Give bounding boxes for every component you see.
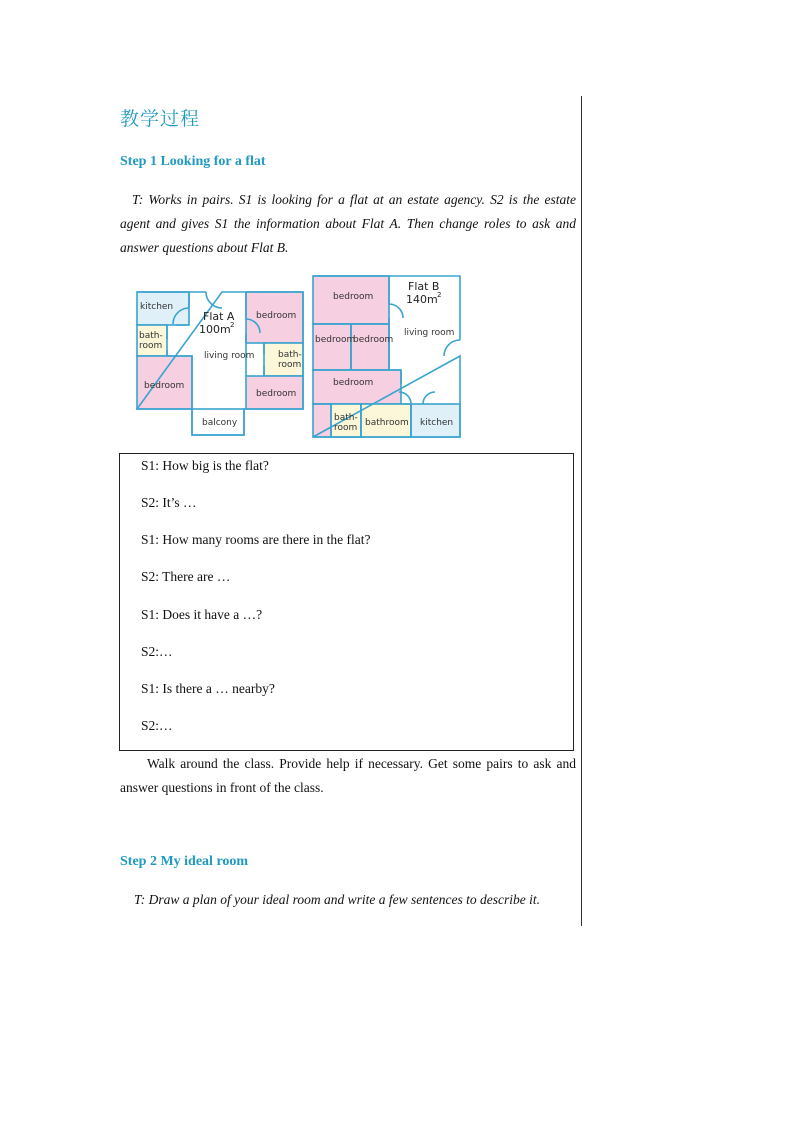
flat-b-bedroom-mid-left: [313, 324, 351, 370]
margin-rule: [581, 96, 582, 926]
flat-b-bathroom-label: bathroom: [365, 418, 409, 428]
flat-a-bedroom-right-label: bedroom: [256, 389, 297, 399]
dialogue-line: S1: Does it have a …?: [141, 607, 263, 622]
dialogue-line: S1: How many rooms are there in the flat?: [141, 532, 371, 547]
dialogue-line: S1: Is there a … nearby?: [141, 681, 275, 696]
step1-instruction: T: Works in pairs. S1 is looking for a flat at an estate agency. S2 is the estate agent and gives S1 the information about Flat A. Then change roles to ask and answer questions about Flat B.: [120, 192, 576, 255]
flat-a-bedroom-left-label: bedroom: [144, 381, 185, 391]
step1-title: Step 1 Looking for a flat: [120, 154, 266, 169]
dialogue-line: S1: How big is the flat?: [141, 458, 269, 473]
flat-a-bath-left-label-2: room: [139, 341, 163, 351]
flat-a-balcony-label: balcony: [202, 418, 238, 428]
step2-title: Step 2 My ideal room: [120, 854, 249, 869]
flat-b-area: 140m: [406, 293, 438, 306]
flat-a-area-sup: 2: [230, 321, 235, 329]
flat-b-bedroom-mid-right-label: bedroom: [353, 335, 394, 345]
flat-plans-figure: [136, 274, 466, 442]
flat-b-name: Flat B: [408, 280, 440, 293]
flat-a-bedroom-top-label: bedroom: [256, 311, 297, 321]
dialogue-line: S2:…: [141, 644, 173, 659]
flat-b-bedroom-mid-left-label: bedroom: [315, 335, 356, 345]
flat-a-name: Flat A: [203, 310, 235, 323]
flat-a-area: 100m: [199, 323, 231, 336]
flat-b-bedroom-top-label: bedroom: [333, 292, 374, 302]
flat-b-bedroom-lower-label: bedroom: [333, 378, 374, 388]
flat-a-bath-left-label-1: bath-: [139, 331, 163, 341]
dialogue-line: S2:…: [141, 718, 173, 733]
dialogue-line: S2: It’s …: [141, 495, 197, 510]
flat-b-bedroom-mid-right: [351, 324, 389, 370]
page-heading: 教学过程: [120, 108, 201, 130]
flat-a-bath-right-label-1: bath-: [278, 350, 302, 360]
flat-a-bath-right-label-2: room: [278, 360, 302, 370]
flat-b-kitchen-label: kitchen: [420, 418, 454, 428]
flat-a-living-label: living room: [204, 351, 255, 361]
step2-instruction: T: Draw a plan of your ideal room and write a few sentences to describe it.: [134, 892, 540, 907]
after-dialogue-text: Walk around the class. Provide help if necessary. Get some pairs to ask and answer questions in front of the class.: [120, 756, 576, 795]
flat-b-living-label: living room: [404, 328, 455, 338]
flat-b-area-sup: 2: [437, 291, 442, 299]
flat-a-kitchen-label: kitchen: [140, 302, 174, 312]
flat-b-bath-label-2: room: [334, 423, 358, 433]
dialogue-line: S2: There are …: [141, 569, 231, 584]
flat-b-bath-label-1: bath-: [334, 413, 358, 423]
